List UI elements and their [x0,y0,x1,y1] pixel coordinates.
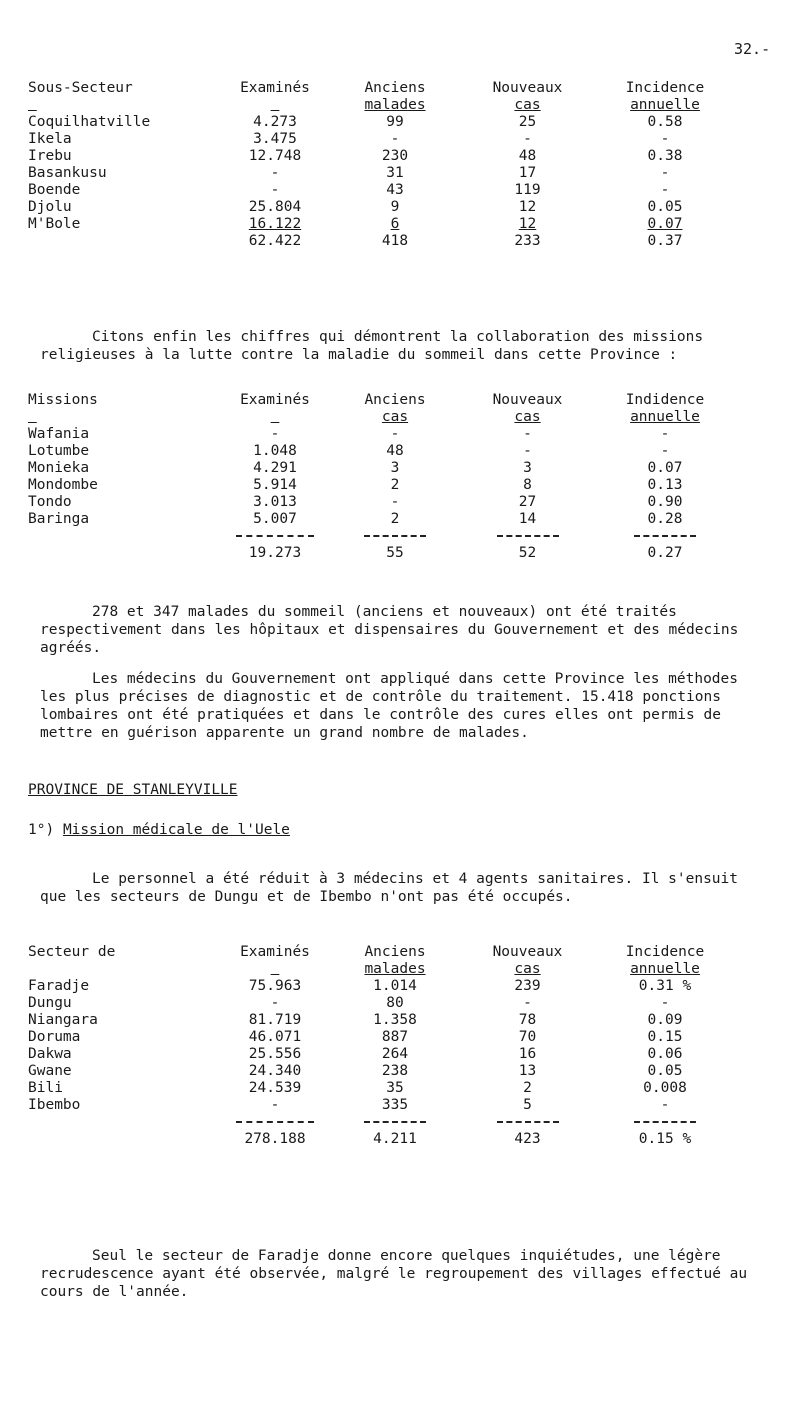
table-cell: - [523,426,532,442]
table-cell: 80 [386,995,404,1011]
table-cell: 35 [386,1080,404,1096]
table-row [28,216,735,233]
table-cell: 3.475 [253,131,297,147]
table-cell: Monieka [28,460,90,476]
table-body [28,944,735,1148]
total-cell: 0.27 [647,545,683,561]
table-cell: 24.340 [248,1063,302,1079]
total-cell: 0.15 % [638,1131,692,1147]
table-cell: 16.122 [248,216,302,232]
table-row [28,1012,735,1029]
table-header-row [28,944,735,961]
table-cell: 0.13 [647,477,683,493]
page-number: 32.- [734,40,771,58]
dash-line [497,535,559,537]
table-header-row [28,80,735,97]
table-row [28,1080,735,1097]
table-cell: Bili [28,1080,63,1096]
table-cell: 264 [381,1046,409,1062]
table-row [28,1063,735,1080]
column-header: Examinés [240,392,310,408]
table-cell: - [270,182,280,198]
table-cell: Gwane [28,1063,72,1079]
heading-province: PROVINCE DE STANLEYVILLE [28,782,238,798]
column-header-sub: annuelle [630,409,700,425]
column-header-sub: annuelle [630,961,700,977]
table-cell: 1.014 [373,978,417,994]
table-cell: 238 [381,1063,409,1079]
column-header: Nouveaux [492,944,563,960]
table-cell: 0.008 [643,1080,687,1096]
table-cell: Baringa [28,511,90,527]
table-cell: 230 [381,148,409,164]
table-header-row-2 [28,961,735,978]
table-cell: 4.273 [253,114,297,130]
table-header-row-2 [28,97,735,114]
table-cell: - [270,1097,280,1113]
table-cell: Mondombe [28,477,98,493]
table-cell: Ikela [28,131,72,147]
table-cell: 78 [518,1012,537,1028]
column-header: Anciens [364,392,426,408]
table-secteurs-uele [28,944,735,1148]
total-cell [28,545,220,562]
total-cell: 418 [381,233,409,249]
table-cell: 25 [518,114,537,130]
table-row [28,1029,735,1046]
table-cell: 5.914 [253,477,297,493]
table-cell: Tondo [28,494,72,510]
table-cell: 25.556 [248,1046,302,1062]
dashed-rule [330,528,460,545]
table-cell: 0.07 [647,460,683,476]
table-cell: Dungu [28,995,72,1011]
table-cell: 12.748 [248,148,302,164]
table-row [28,182,735,199]
table-cell: Faradje [28,978,90,994]
table-cell: Boende [28,182,81,198]
table-cell: 48 [518,148,537,164]
total-cell: 423 [514,1131,541,1147]
column-header-sub: cas [514,97,541,113]
table-cell: 119 [514,182,541,198]
column-header: Secteur de [28,944,116,960]
column-header: Incidence [625,944,705,960]
dash-line [236,535,314,537]
column-header-sub: cas [381,409,409,425]
table-cell: 9 [390,199,400,215]
table-total-row [28,545,735,562]
table-cell: 2 [390,511,400,527]
table-cell: 5 [523,1097,532,1113]
dash-line [364,1121,426,1123]
heading-mission [28,822,290,838]
table-cell: 0.06 [647,1046,683,1062]
dash-line [364,535,426,537]
total-cell: 19.273 [248,545,302,561]
table-cell: Djolu [28,199,72,215]
dash-line [634,1121,696,1123]
paragraph-personnel: Le personnel a été réduit à 3 médecins et 4 agents sanitaires. Il s'ensuit que les secteurs de Dungu et de Ibembo n'ont pas été occupés. [40,871,739,905]
table-cell: 335 [381,1097,409,1113]
column-header-sub [28,961,220,978]
table-cell: M'Bole [28,216,81,232]
total-cell: 52 [518,545,537,561]
column-header-sub: malades [364,961,426,977]
total-cell: 55 [386,545,404,561]
table-header-row-2 [28,409,735,426]
table-cell: 0.28 [647,511,683,527]
table-cell: 12 [518,216,537,232]
table-cell: - [270,995,280,1011]
table-cell: 43 [386,182,404,198]
column-header: Anciens [364,80,426,96]
column-header-sub: cas [514,961,541,977]
paragraph-missions-intro: Citons enfin les chiffres qui démontrent la collaboration des missions religieuses à la lutte contre la maladie du sommeil dans cette Province : [40,329,704,363]
table-cell: 4.291 [253,460,297,476]
column-header: Indidence [625,392,705,408]
column-header: Anciens [364,944,426,960]
column-header: Incidence [625,80,705,96]
table-cell: 31 [386,165,404,181]
table-cell: 27 [518,494,537,510]
table-sous-secteur [28,80,735,250]
table-cell: 46.071 [248,1029,302,1045]
paragraph-faradje: Seul le secteur de Faradje donne encore quelques inquiétudes, une légère recrudescence ayant été observée, malgré le regroupement des villages effectué au cours de l'année. [40,1248,748,1300]
dashed-rule [595,1114,735,1131]
total-cell: 0.37 [647,233,683,249]
table-row [28,148,735,165]
table-cell: 25.804 [248,199,302,215]
table-row [28,511,735,528]
column-header-sub: cas [514,409,541,425]
table-total-row [28,233,735,250]
table-cell: 13 [518,1063,537,1079]
table-row [28,443,735,460]
heading-mission-title: Mission médicale de l'Uele [62,822,290,838]
table-cell: Irebu [28,148,72,164]
table-row [28,131,735,148]
table-row [28,995,735,1012]
table-cell: - [390,131,400,147]
table-cell: - [660,165,670,181]
table-body [28,80,735,250]
table-header-row [28,392,735,409]
column-header: Examinés [240,80,310,96]
table-cell: Basankusu [28,165,107,181]
table-cell: 0.90 [647,494,683,510]
table-cell: 6 [390,216,400,232]
table-row [28,494,735,511]
paragraph-malades-traites: 278 et 347 malades du sommeil (anciens et nouveaux) ont été traités respectivement dans les hôpitaux et dispensaires du Gouvernement et des médecins agréés. [40,604,739,656]
table-cell: 0.07 [647,216,683,232]
table-cell: 5.007 [253,511,297,527]
table-cell: 48 [386,443,404,459]
table-cell: - [270,426,280,442]
table-cell: 70 [518,1029,537,1045]
table-cell: 1.358 [373,1012,417,1028]
dashed-rule [28,528,220,545]
table-cell: - [523,131,532,147]
table-cell: 2 [390,477,400,493]
table-cell: Ibembo [28,1097,81,1113]
table-cell: - [390,426,400,442]
dash-line [634,535,696,537]
dashed-rule [595,528,735,545]
table-row [28,1097,735,1114]
dashed-rule [28,1114,220,1131]
table-cell: Lotumbe [28,443,90,459]
table-cell: 99 [386,114,404,130]
total-cell: 278.188 [244,1131,306,1147]
table-row [28,477,735,494]
table-cell: 239 [514,978,541,994]
table-row [28,426,735,443]
column-header-sub [220,97,330,114]
table-cell: Wafania [28,426,90,442]
table-cell: - [660,182,670,198]
total-cell: 233 [514,233,541,249]
table-cell: - [660,131,670,147]
column-header: Nouveaux [492,80,563,96]
table-cell: 3 [523,460,532,476]
dashed-rule [220,1114,330,1131]
table-cell: - [390,494,400,510]
dashed-rule [330,1114,460,1131]
dashed-rule [220,528,330,545]
table-cell: Niangara [28,1012,98,1028]
table-row [28,460,735,477]
dash-line [497,1121,559,1123]
heading-mission-number: 1°) [28,822,55,838]
table-cell: 887 [381,1029,409,1045]
table-cell: 3.013 [253,494,297,510]
table-cell: Dakwa [28,1046,72,1062]
dashed-rule [460,1114,595,1131]
table-cell: 81.719 [248,1012,302,1028]
column-header: Nouveaux [492,392,563,408]
column-header-sub [220,409,330,426]
table-cell: 0.38 [647,148,683,164]
table-cell: - [660,443,670,459]
table-cell: 0.05 [647,199,683,215]
table-cell: 12 [518,199,537,215]
table-cell: - [660,995,670,1011]
table-body [28,392,735,562]
total-cell [28,233,220,250]
table-cell: - [660,426,670,442]
table-cell: 3 [390,460,400,476]
dashed-rule [460,528,595,545]
table-cell: 1.048 [253,443,297,459]
column-header-sub: malades [364,97,426,113]
paragraph-medecins-gouvernement: Les médecins du Gouvernement ont appliqué dans cette Province les méthodes les plus précises de diagnostic et de contrôle du traitement. 15.418 ponctions lombaires ont été pratiquées et dans le contrôle des cures elles ont permis de mettre en guérison apparente un grand nombre de malades. [40,671,739,741]
table-cell: 24.539 [248,1080,302,1096]
table-row [28,114,735,131]
table-row [28,978,735,995]
column-header: Sous-Secteur [28,80,133,96]
total-cell: 62.422 [248,233,302,249]
table-cell: 0.09 [647,1012,683,1028]
table-separator [28,1114,735,1131]
table-cell: 0.58 [647,114,683,130]
table-cell: - [270,165,280,181]
table-row [28,199,735,216]
table-cell: 0.31 % [638,978,692,994]
column-header-sub [28,97,220,114]
column-header-sub [28,409,220,426]
table-cell: 14 [518,511,537,527]
column-header: Examinés [240,944,310,960]
column-header-sub [220,961,330,978]
table-missions [28,392,735,562]
table-row [28,165,735,182]
table-cell: 16 [518,1046,537,1062]
dash-line [236,1121,314,1123]
table-cell: 0.15 [647,1029,683,1045]
table-cell: - [523,443,532,459]
table-cell: - [523,995,532,1011]
table-cell: 8 [523,477,532,493]
table-cell: 17 [518,165,537,181]
table-total-row [28,1131,735,1148]
table-cell: - [660,1097,670,1113]
table-cell: Doruma [28,1029,81,1045]
total-cell: 4.211 [373,1131,417,1147]
table-cell: 0.05 [647,1063,683,1079]
column-header: Missions [28,392,98,408]
table-separator [28,528,735,545]
table-cell: 75.963 [248,978,302,994]
table-cell: 2 [523,1080,532,1096]
column-header-sub: annuelle [630,97,700,113]
total-cell [28,1131,220,1148]
table-cell: Coquilhatville [28,114,151,130]
table-row [28,1046,735,1063]
